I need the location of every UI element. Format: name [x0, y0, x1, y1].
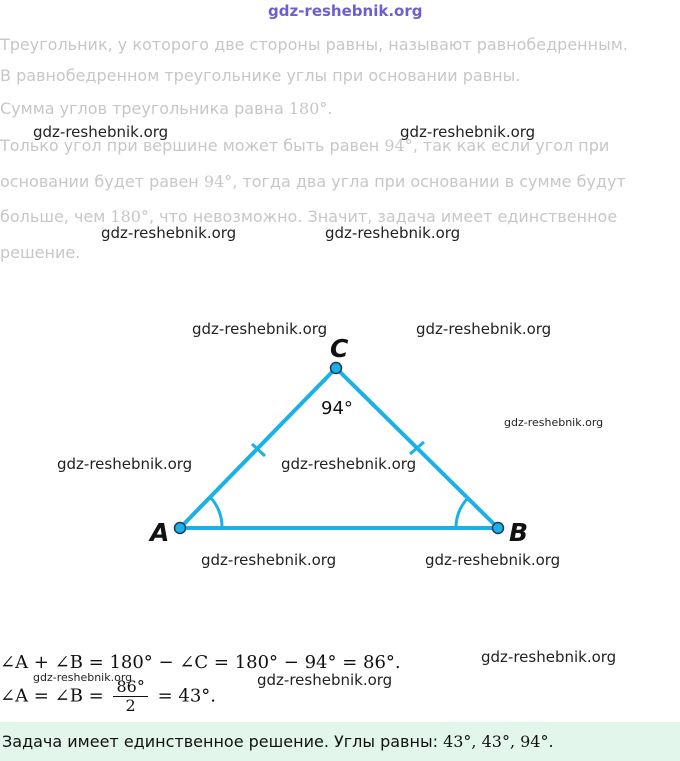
angle-arc-b — [456, 498, 468, 528]
watermark: gdz-reshebnik.org — [481, 648, 617, 666]
text-line-1: Треугольник, у которого две стороны равны, называют равнобедренным. — [0, 35, 628, 54]
text-line-3-math: 180° — [288, 99, 328, 118]
equation-2 — [0, 678, 216, 715]
watermark: gdz-reshebnik.org — [57, 455, 193, 473]
vertex-b-label: B — [509, 518, 529, 547]
watermark: gdz-reshebnik.org — [257, 671, 393, 689]
equation-2-fraction — [113, 678, 147, 715]
text-line-5-math: 94° — [203, 172, 233, 191]
text-line-6-math: 180° — [110, 207, 149, 226]
vertex-b-dot — [493, 523, 504, 534]
text-line-5-text: основании будет равен — [0, 172, 204, 191]
watermark: gdz-reshebnik.org — [281, 455, 417, 473]
angle-c-label: 94° — [321, 398, 353, 419]
answer-text — [2, 732, 554, 751]
answer-sentence: Задача имеет единственное решение. Углы равны: — [2, 732, 444, 751]
text-line-3-end: . — [327, 99, 333, 118]
equal-side-ticks — [252, 442, 424, 456]
vertex-c-dot — [331, 363, 342, 374]
text-line-4-end: , так как если угол при — [412, 136, 610, 155]
equation-1: ∠A + ∠B = 180° − ∠C = 180° − 94° = 86°. — [0, 652, 401, 673]
fraction-numerator: 86° — [113, 678, 147, 697]
text-line-7: решение. — [0, 243, 81, 262]
text-line-5-end: , тогда два угла при основании в сумме будут — [232, 172, 626, 191]
watermark: gdz-reshebnik.org — [504, 416, 604, 429]
base-angle-arcs — [210, 497, 468, 528]
watermark: gdz-reshebnik.org — [400, 123, 536, 141]
watermark: gdz-reshebnik.org — [192, 320, 328, 338]
equation-2-left: ∠A = ∠B = — [0, 685, 104, 707]
text-line-2: В равнобедренном треугольнике углы при основании равны. — [0, 66, 521, 85]
watermark: gdz-reshebnik.org — [201, 551, 337, 569]
site-watermark-header: gdz-reshebnik.org — [268, 2, 423, 20]
watermark: gdz-reshebnik.org — [325, 224, 461, 242]
watermark: gdz-reshebnik.org — [33, 123, 169, 141]
text-line-4-text: Только угол при вершине может быть равен — [0, 136, 385, 155]
text-line-6-end: , что невозможно. Значит, задача имеет единственное — [148, 207, 618, 226]
answer-box — [0, 722, 680, 761]
text-line-3-text: Сумма углов треугольника равна — [0, 99, 289, 118]
vertex-c-label: C — [330, 334, 349, 363]
watermark: gdz-reshebnik.org — [416, 320, 552, 338]
triangle-sides — [180, 368, 498, 528]
answer-math: 43°, 43°, 94°. — [443, 732, 554, 751]
fraction-denominator: 2 — [125, 696, 136, 715]
watermark: gdz-reshebnik.org — [33, 671, 133, 684]
watermark: gdz-reshebnik.org — [425, 551, 561, 569]
angle-arc-a — [210, 497, 222, 528]
vertex-a-dot — [175, 523, 186, 534]
text-line-4-math: 94° — [384, 136, 413, 155]
vertex-a-label: A — [150, 518, 170, 547]
text-line-6-text: больше, чем — [0, 207, 111, 226]
watermark: gdz-reshebnik.org — [101, 224, 237, 242]
equation-2-right: = 43°. — [157, 685, 216, 707]
